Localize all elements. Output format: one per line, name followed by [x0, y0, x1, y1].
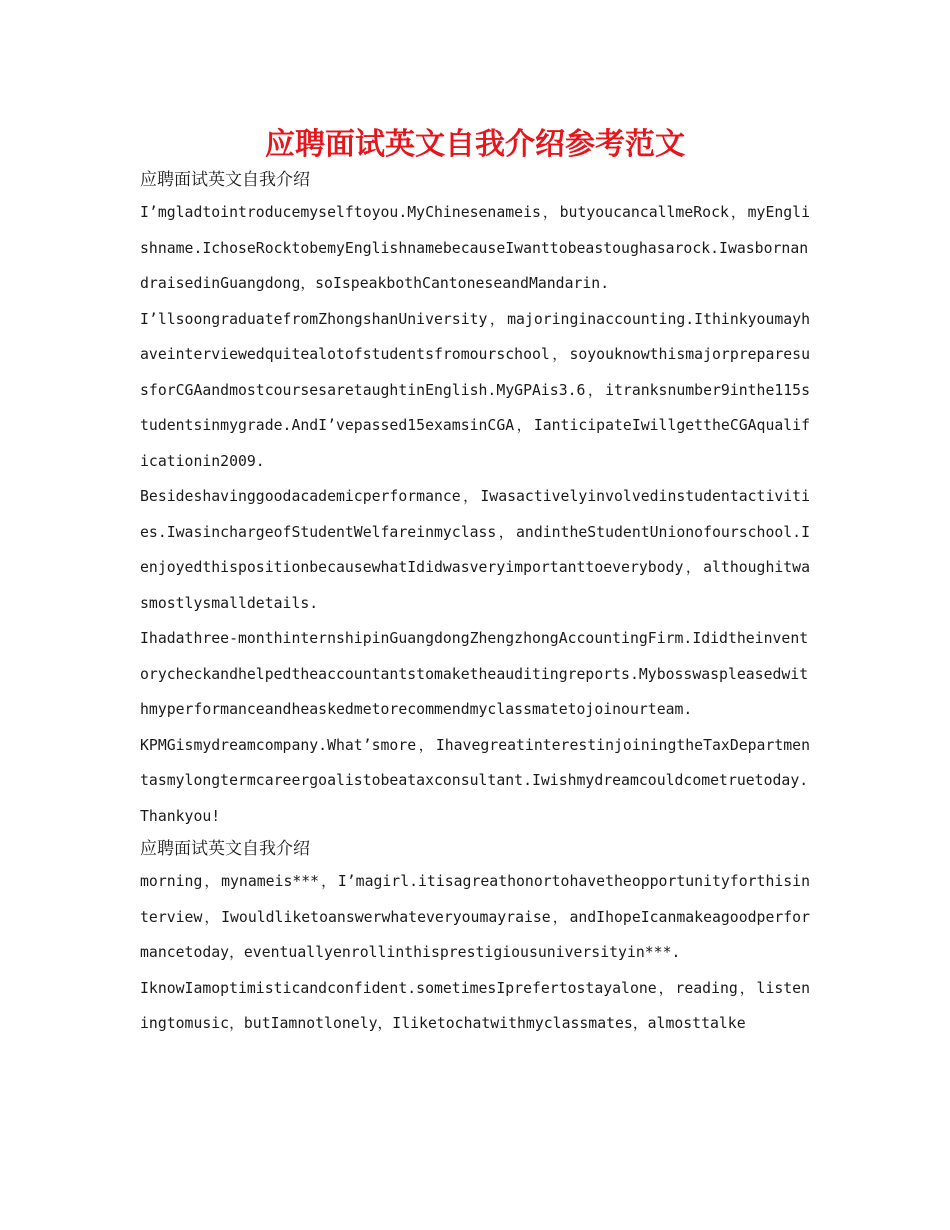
paragraph: IknowIamoptimisticandconfident.sometimesIprefertostayalone，reading，listeningtomusic，butIamnotlonely，Iliketochatwithmyclassmates，almosttalke	[140, 979, 810, 1032]
paragraph: Ihadathree-monthinternshipinGuangdongZhengzhongAccountingFirm.Ididtheinventorycheckandhelpedtheaccountantstomaketheauditingreports.Mybosswaspleasedwithmyperformanceandheaskedmetorecommendmyclassmatetojoinourteam.	[140, 630, 809, 718]
paragraph: I’llsoongraduatefromZhongshanUniversity，majoringinaccounting.Ithinkyoumayhaveinterviewedquitealotofstudentsfromourschool，soyouknowthismajorpreparesusforCGAandmostcoursesaretaughtinEnglish.MyGPAis3.6，itranksnumber9inthe115studentsinmygrade.AndI’vepassed15examsinCGA，IanticipateIwillgettheCGAqualificationin2009.	[140, 310, 810, 470]
section-heading: 应聘面试英文自我介绍	[140, 170, 310, 190]
paragraph: I’mgladtointroducemyselftoyou.MyChinesenameis，butyoucancallmeRock，myEnglishname.IchoseRocktobemyEnglishnamebecauseIwanttobeastoughasarock.IwasbornandraisedinGuangdong，soIspeakbothCantoneseandMandarin.	[140, 204, 810, 292]
section-2	[140, 834, 810, 1042]
section-1	[140, 165, 810, 834]
paragraph: KPMGismydreamcompany.What’smore，IhavegreatinterestinjoiningtheTaxDepartmentasmylongtermcareergoalistobeataxconsultant.Iwishmydreamcouldcometruetoday.Thankyou!	[140, 736, 810, 825]
section-heading: 应聘面试英文自我介绍	[140, 839, 310, 859]
paragraph: morning，mynameis***，I’magirl.itisagreathonortohavetheopportunityforthisinterview，Iwouldliketoanswerwhateveryoumayraise，andIhopeIcanmakeagoodperformancetoday，eventuallyenrollinthisprestigiousuniversityin***.	[140, 873, 810, 961]
document-body	[140, 165, 810, 1042]
paragraph: Besideshavinggoodacademicperformance，Iwasactivelyinvolvedinstudentactivities.IwasinchargeofStudentWelfareinmyclass，andintheStudentUnionofourschool.IenjoyedthispositionbecausewhatIdidwasveryimportanttoeverybody，althoughitwasmostlysmalldetails.	[140, 488, 810, 612]
document-title: 应聘面试英文自我介绍参考范文	[265, 127, 685, 162]
